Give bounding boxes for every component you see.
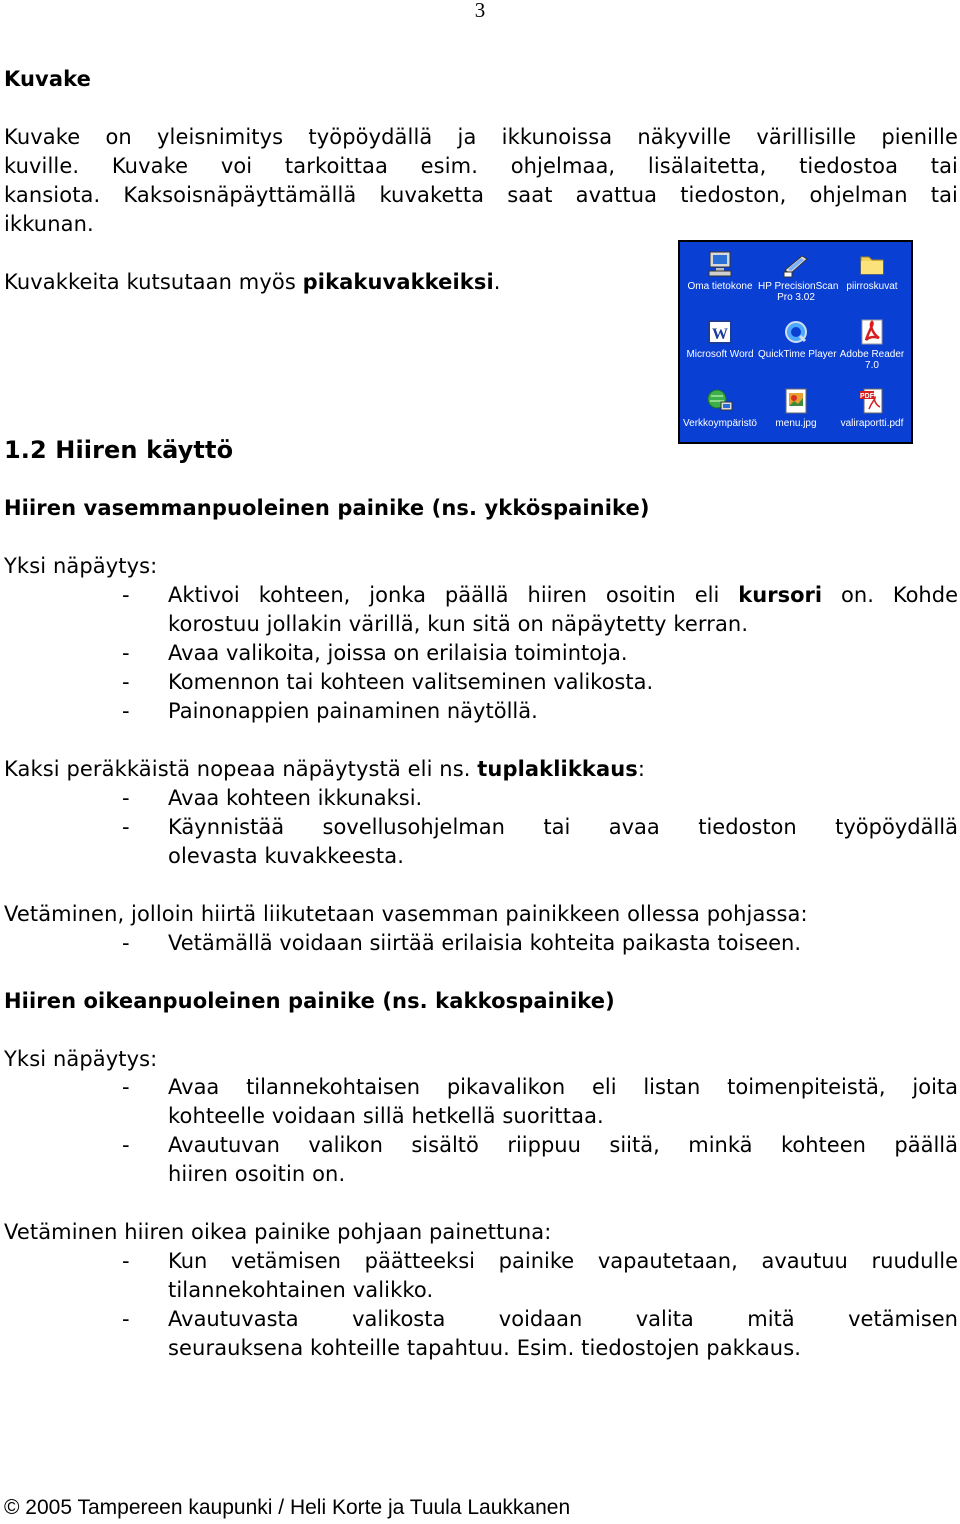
para-line-2: kuville. Kuvake voi tarkoittaa esim. ohjelmaa, lisälaitetta, tiedostoa tai: [4, 154, 958, 178]
list-dash: -: [122, 815, 130, 839]
pdf-file-icon: [858, 387, 886, 415]
list-item-text: Avautuvan valikon sisältö riippuu siitä, minkä kohteen päällä: [168, 1133, 958, 1157]
list-item: [122, 581, 958, 610]
icon-label: menu.jpg: [775, 418, 817, 429]
list-item: [122, 697, 538, 726]
icon-label-line2: Pro 3.02: [777, 292, 815, 303]
list-item-text: Avaa valikoita, joissa on erilaisia toimintoja.: [168, 641, 628, 665]
right-button-heading: Hiiren oikeanpuoleinen painike (ns. kakkospainike): [4, 989, 615, 1013]
list-item-continuation: kohteelle voidaan sillä hetkellä suorittaa.: [168, 1104, 604, 1128]
shortcut-term: pikakuvakkeiksi: [302, 270, 494, 294]
folder-icon: [858, 250, 886, 278]
shortcut-suffix: .: [493, 270, 501, 294]
desktop-icon-computer[interactable]: [682, 250, 758, 292]
icon-label: Microsoft Word: [686, 349, 754, 360]
icon-label: HP PrecisionScan: [758, 281, 839, 292]
page-footer: © 2005 Tampereen kaupunki / Heli Korte ja Tuula Laukkanen: [4, 1496, 571, 1519]
shortcut-prefix: Kuvakkeita kutsutaan myös: [4, 270, 303, 294]
desktop-icon-quicktime[interactable]: [758, 318, 837, 360]
icon-label: valiraportti.pdf: [840, 418, 904, 429]
computer-icon: [706, 250, 734, 278]
list-item-continuation: korostuu jollakin värillä, kun sitä on näpäytetty kerran.: [168, 612, 749, 636]
list-dash: -: [122, 583, 130, 607]
list-item: [122, 813, 958, 842]
section-heading-mouse: 1.2 Hiiren käyttö: [4, 436, 234, 464]
section-heading-kuvake: Kuvake: [4, 67, 91, 91]
svg-text:PDF: PDF: [860, 393, 874, 400]
desktop-icon-acrobat[interactable]: [834, 318, 910, 371]
list-dash: -: [122, 931, 130, 955]
list-item: [122, 784, 423, 813]
list-item-continuation: hiiren osoitin on.: [168, 1162, 346, 1186]
list-item: [122, 1073, 958, 1102]
para-line-3: kansiota. Kaksoisnäpäyttämällä kuvaketta saat avattua tiedoston, ohjelman tai: [4, 183, 958, 207]
icon-label: Oma tietokone: [687, 281, 753, 292]
list-item-text: Avaa kohteen ikkunaksi.: [168, 786, 423, 810]
desktop-icon-folder[interactable]: [834, 250, 910, 292]
acrobat-icon: [858, 318, 886, 346]
desktop-icon-valiraportti-pdf[interactable]: [834, 387, 910, 429]
right-drag-label: Vetäminen hiiren oikea painike pohjaan painettuna:: [4, 1220, 552, 1244]
icon-label: Verkkoympäristö: [683, 418, 757, 429]
list-item: [122, 929, 802, 958]
list-dash: -: [122, 1307, 130, 1331]
list-item-continuation: olevasta kuvakkeesta.: [168, 844, 404, 868]
list-item-text: [168, 581, 958, 610]
list-item-text: Komennon tai kohteen valitseminen valikosta.: [168, 670, 654, 694]
page-number: 3: [474, 0, 486, 22]
list-dash: -: [122, 641, 130, 665]
icon-label: QuickTime Player: [758, 349, 837, 360]
drag-label: Vetäminen, jolloin hiirtä liikutetaan vasemman painikkeen ollessa pohjassa:: [4, 902, 808, 926]
list-item-text: Vetämällä voidaan siirtää erilaisia kohteita paikasta toiseen.: [168, 931, 802, 955]
shortcut-sentence: [4, 268, 501, 297]
list-dash: -: [122, 670, 130, 694]
icon-label: Adobe Reader: [839, 349, 905, 360]
list-item: [122, 1131, 958, 1160]
cursor-term: kursori: [738, 583, 823, 607]
list-dash: -: [122, 1249, 130, 1273]
desktop-screenshot: [678, 240, 913, 444]
icon-label: piirroskuvat: [846, 281, 898, 292]
text-part: Kaksi peräkkäistä nopeaa näpäytystä eli ns.: [4, 757, 478, 781]
right-single-click-label: Yksi näpäytys:: [4, 1047, 158, 1071]
list-item-text: Avaa tilannekohtaisen pikavalikon eli listan toimenpiteistä, joita: [168, 1075, 958, 1099]
desktop-icon-network[interactable]: [682, 387, 758, 429]
desktop-icon-menu-jpg[interactable]: [758, 387, 834, 429]
list-item: [122, 1247, 958, 1276]
list-item-text: Painonappien painaminen näytöllä.: [168, 699, 538, 723]
para-line-4: ikkunan.: [4, 212, 94, 236]
desktop-icon-word[interactable]: [682, 318, 758, 360]
quicktime-icon: [782, 318, 810, 346]
desktop-icon-scanner[interactable]: [758, 250, 839, 303]
text-part: on. Kohde: [822, 583, 958, 607]
list-dash: -: [122, 1075, 130, 1099]
list-item-text: Käynnistää sovellusohjelman tai avaa tiedoston työpöydällä: [168, 815, 958, 839]
left-button-heading: Hiiren vasemmanpuoleinen painike (ns. ykköspainike): [4, 496, 650, 520]
para-line-1: Kuvake on yleisnimitys työpöydällä ja ikkunoissa näkyville värillisille pienille: [4, 125, 958, 149]
network-icon: [706, 387, 734, 415]
list-dash: -: [122, 786, 130, 810]
single-click-label: Yksi näpäytys:: [4, 554, 158, 578]
icon-label-line2: 7.0: [865, 360, 879, 371]
list-item: [122, 1305, 958, 1334]
list-item-continuation: seurauksena kohteille tapahtuu. Esim. tiedostojen pakkaus.: [168, 1336, 802, 1360]
list-item-text: Avautuvasta valikosta voidaan valita mitä vetämisen: [168, 1307, 958, 1331]
double-click-term: tuplaklikkaus: [477, 757, 638, 781]
image-file-icon: [782, 387, 810, 415]
double-click-label: [4, 755, 645, 784]
list-item: [122, 668, 654, 697]
text-part: Aktivoi kohteen, jonka päällä hiiren osoitin eli: [168, 583, 739, 607]
list-item-text: Kun vetämisen päätteeksi painike vapautetaan, avautuu ruudulle: [168, 1249, 958, 1273]
word-icon: [706, 318, 734, 346]
list-item: [122, 639, 628, 668]
scanner-icon: [782, 250, 810, 278]
svg-text:W: W: [712, 326, 728, 343]
list-dash: -: [122, 1133, 130, 1157]
text-part: :: [637, 757, 646, 781]
list-dash: -: [122, 699, 130, 723]
list-item-continuation: tilannekohtainen valikko.: [168, 1278, 434, 1302]
